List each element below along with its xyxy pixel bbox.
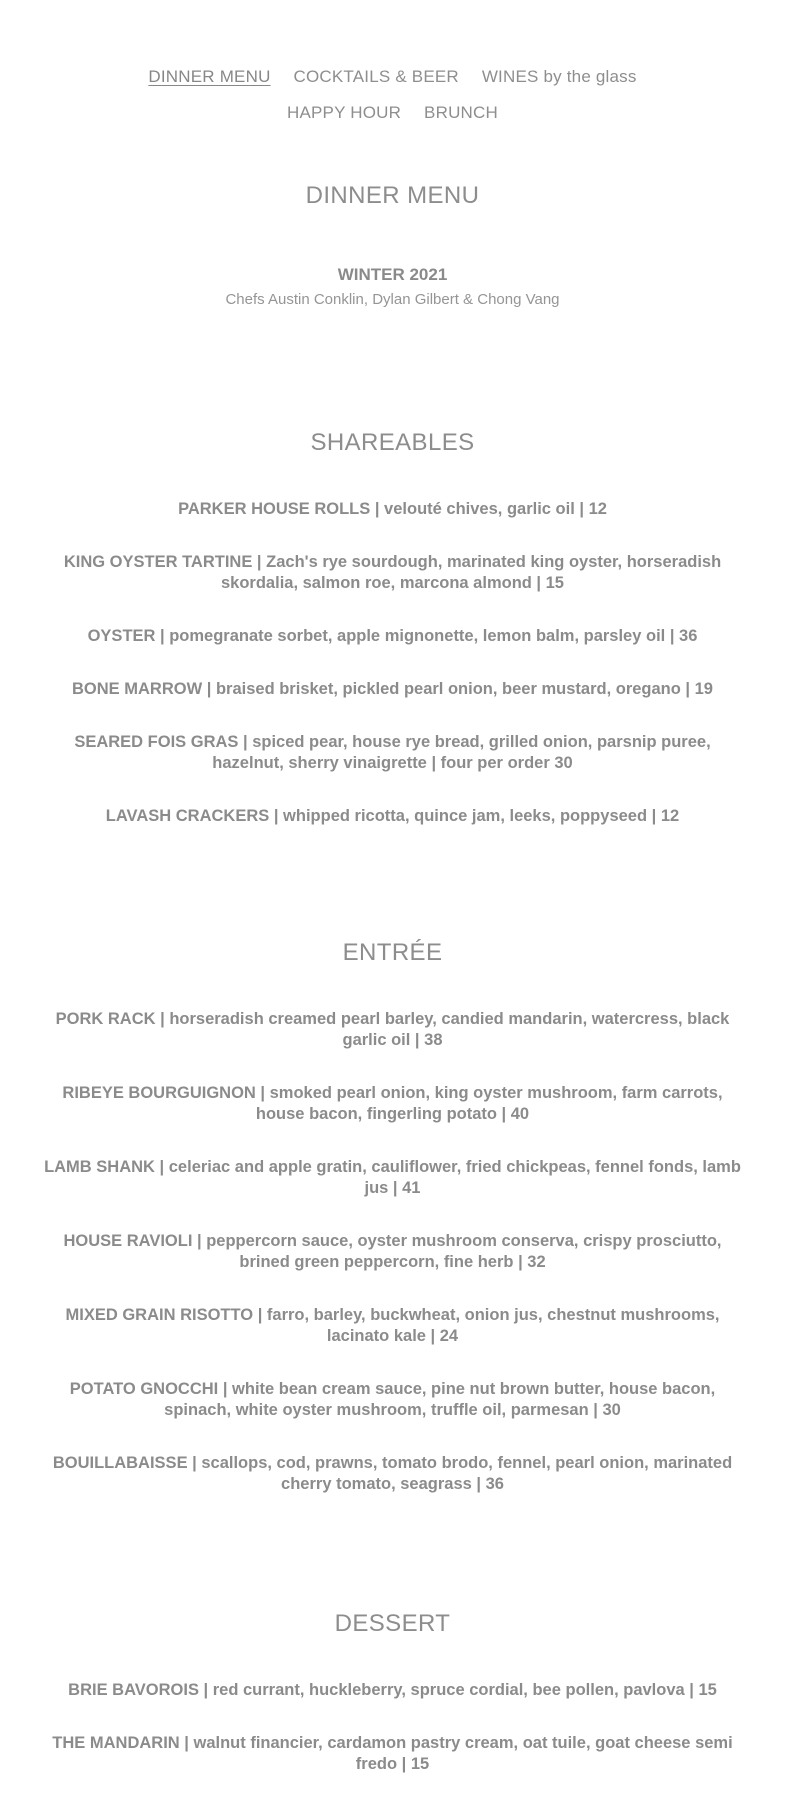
- dessert-list: [43, 1680, 743, 1775]
- chefs-credit: Chefs Austin Conklin, Dylan Gilbert & Chong Vang: [225, 291, 560, 308]
- menu-item: LAVASH CRACKERS | whipped ricotta, quince jam, leeks, poppyseed | 12: [105, 807, 680, 825]
- menu-item: POTATO GNOCCHI | white bean cream sauce, pine nut brown butter, house bacon, spinach, white oyster mushroom, truffle oil, parmesan | 30: [69, 1380, 716, 1419]
- menu-item: OYSTER | pomegranate sorbet, apple mignonette, lemon balm, parsley oil | 36: [87, 627, 698, 645]
- menu-item: MIXED GRAIN RISOTTO | farro, barley, buckwheat, onion jus, chestnut mushrooms, lacinato kale | 24: [65, 1306, 720, 1345]
- section-heading-entree: ENTRÉE: [342, 939, 443, 966]
- section-entree: [0, 827, 785, 1495]
- nav-link-happy-hour[interactable]: HAPPY HOUR: [287, 103, 402, 122]
- menu-item: PORK RACK | horseradish creamed pearl barley, candied mandarin, watercress, black garlic oil | 38: [55, 1010, 730, 1049]
- menu-item: RIBEYE BOURGUIGNON | smoked pearl onion, king oyster mushroom, farm carrots, house bacon, fingerling potato | 40: [62, 1084, 723, 1123]
- menu-item: BONE MARROW | braised brisket, pickled pearl onion, beer mustard, oregano | 19: [72, 680, 713, 698]
- section-heading-shareables: SHAREABLES: [310, 429, 475, 456]
- shareables-list: [43, 499, 743, 827]
- nav-link-dinner-menu[interactable]: DINNER MENU: [148, 67, 271, 86]
- nav-link-cocktails-beer[interactable]: COCKTAILS & BEER: [293, 67, 459, 86]
- season-label: WINTER 2021: [337, 265, 448, 284]
- section-heading-dessert: DESSERT: [334, 1610, 451, 1637]
- top-nav: [73, 0, 713, 131]
- menu-item: BOUILLABAISSE | scallops, cod, prawns, tomato brodo, fennel, pearl onion, marinated cherry tomato, seagrass | 36: [52, 1454, 733, 1493]
- menu-item: PARKER HOUSE ROLLS | velouté chives, garlic oil | 12: [178, 500, 607, 518]
- menu-item: THE MANDARIN | walnut financier, cardamon pastry cream, oat tuile, goat cheese semi fredo | 15: [52, 1734, 733, 1773]
- nav-link-brunch[interactable]: BRUNCH: [424, 103, 498, 122]
- section-shareables: [0, 310, 785, 827]
- menu-item: KING OYSTER TARTINE | Zach's rye sourdough, marinated king oyster, horseradish skordalia, salmon roe, marcona almond | 15: [63, 553, 722, 592]
- menu-item: HOUSE RAVIOLI | peppercorn sauce, oyster mushroom conserva, crispy prosciutto, brined green peppercorn, fine herb | 32: [63, 1232, 722, 1271]
- menu-item: SEARED FOIS GRAS | spiced pear, house rye bread, grilled onion, parsnip puree, hazelnut, sherry vinaigrette | four per order 30: [74, 733, 711, 772]
- section-dessert: [0, 1495, 785, 1775]
- entree-list: [43, 1009, 743, 1495]
- menu-item: BRIE BAVOROIS | red currant, huckleberry, spruce cordial, bee pollen, pavlova | 15: [68, 1681, 717, 1699]
- nav-link-wines-by-the-glass[interactable]: WINES by the glass: [481, 67, 637, 86]
- page-title: DINNER MENU: [305, 182, 480, 209]
- menu-item: LAMB SHANK | celeriac and apple gratin, cauliflower, fried chickpeas, fennel fonds, lamb jus | 41: [44, 1158, 741, 1197]
